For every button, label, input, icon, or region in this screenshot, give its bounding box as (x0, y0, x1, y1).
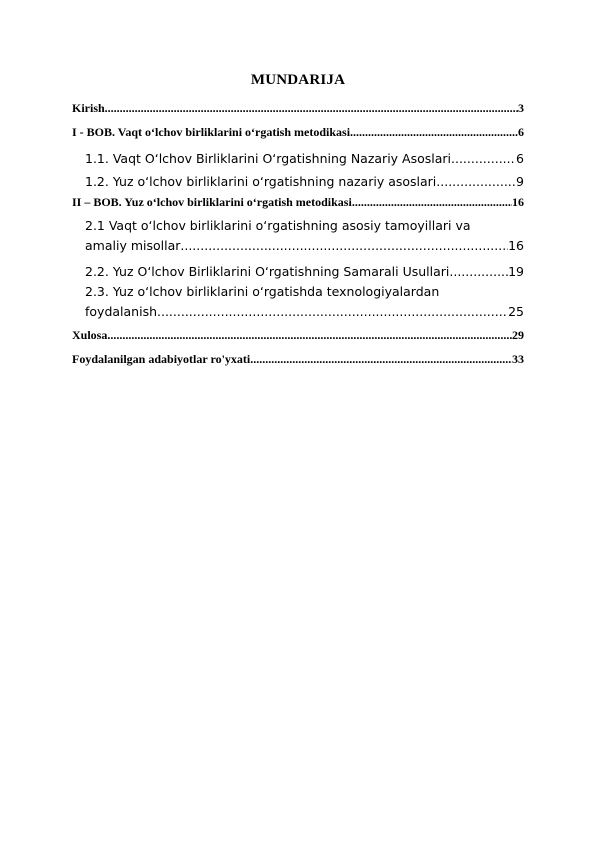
dot-leader (250, 349, 512, 370)
toc-entry-text-line1: 2.3. Yuz o‘lchov birliklarini o‘rgatishda texnologiyalardan (85, 284, 440, 299)
dot-leader (105, 98, 518, 119)
toc-entry-text: 1.2. Yuz o‘lchov birliklarini o‘rgatishning nazariy asoslari (85, 174, 437, 189)
toc-entry-text: 2.2. Yuz O‘lchov Birliklarini O‘rgatishning Samarali Usullari (85, 264, 450, 279)
toc-entry-section-1-2[interactable] (72, 169, 524, 192)
table-of-contents (72, 98, 524, 370)
dot-leader (449, 262, 508, 282)
toc-page-number: 16 (512, 195, 524, 209)
toc-entry-section-2-3[interactable] (72, 282, 524, 322)
toc-entry-text: Foydalanilgan adabiyotlar ro'yxati (72, 352, 251, 366)
toc-title: MUNDARIJA (250, 72, 346, 88)
toc-entry-text-line1: 2.1 Vaqt o‘lchov birliklarini o‘rgatishning asosiy tamoyillari va (85, 218, 471, 233)
dot-leader (180, 236, 508, 256)
dot-leader (352, 192, 512, 213)
toc-entry-text: 1.1. Vaqt O‘lchov Birliklarini O‘rgatishning Nazariy Asoslari (85, 151, 452, 166)
dot-leader (451, 149, 516, 169)
toc-page-number: 25 (508, 304, 524, 319)
toc-page-number: 6 (518, 125, 524, 139)
toc-page-number: 29 (512, 328, 524, 342)
dot-leader (107, 325, 512, 346)
toc-page-number: 3 (518, 101, 524, 115)
toc-entry-kirish[interactable] (72, 98, 524, 119)
toc-entry-text-line2: foydalanish (85, 304, 158, 319)
dot-leader (350, 122, 518, 143)
toc-page-number: 6 (516, 151, 524, 166)
dot-leader (157, 302, 508, 322)
toc-entry-section-2-2[interactable] (72, 259, 524, 282)
toc-page-number: 16 (508, 238, 524, 253)
toc-entry-chapter-2[interactable] (72, 192, 524, 213)
toc-page-number: 9 (516, 174, 524, 189)
toc-entry-section-1-1[interactable] (72, 146, 524, 169)
toc-entry-text: I - BOB. Vaqt o‘lchov birliklarini o‘rgatish metodikasi (72, 125, 351, 139)
toc-entry-text: Kirish (72, 101, 105, 115)
toc-page-number: 33 (512, 352, 524, 366)
dot-leader (436, 172, 516, 192)
toc-page-number: 19 (508, 264, 524, 279)
toc-entry-references[interactable] (72, 349, 524, 370)
toc-entry-text: Xulosa (72, 328, 108, 342)
toc-entry-chapter-1[interactable] (72, 122, 524, 143)
toc-entry-xulosa[interactable] (72, 325, 524, 346)
toc-entry-text-line2: amaliy misollar (85, 238, 181, 253)
toc-entry-section-2-1[interactable] (72, 216, 524, 256)
toc-entry-text: II – BOB. Yuz o‘lchov birliklarini o‘rgatish metodikasi (72, 195, 352, 209)
